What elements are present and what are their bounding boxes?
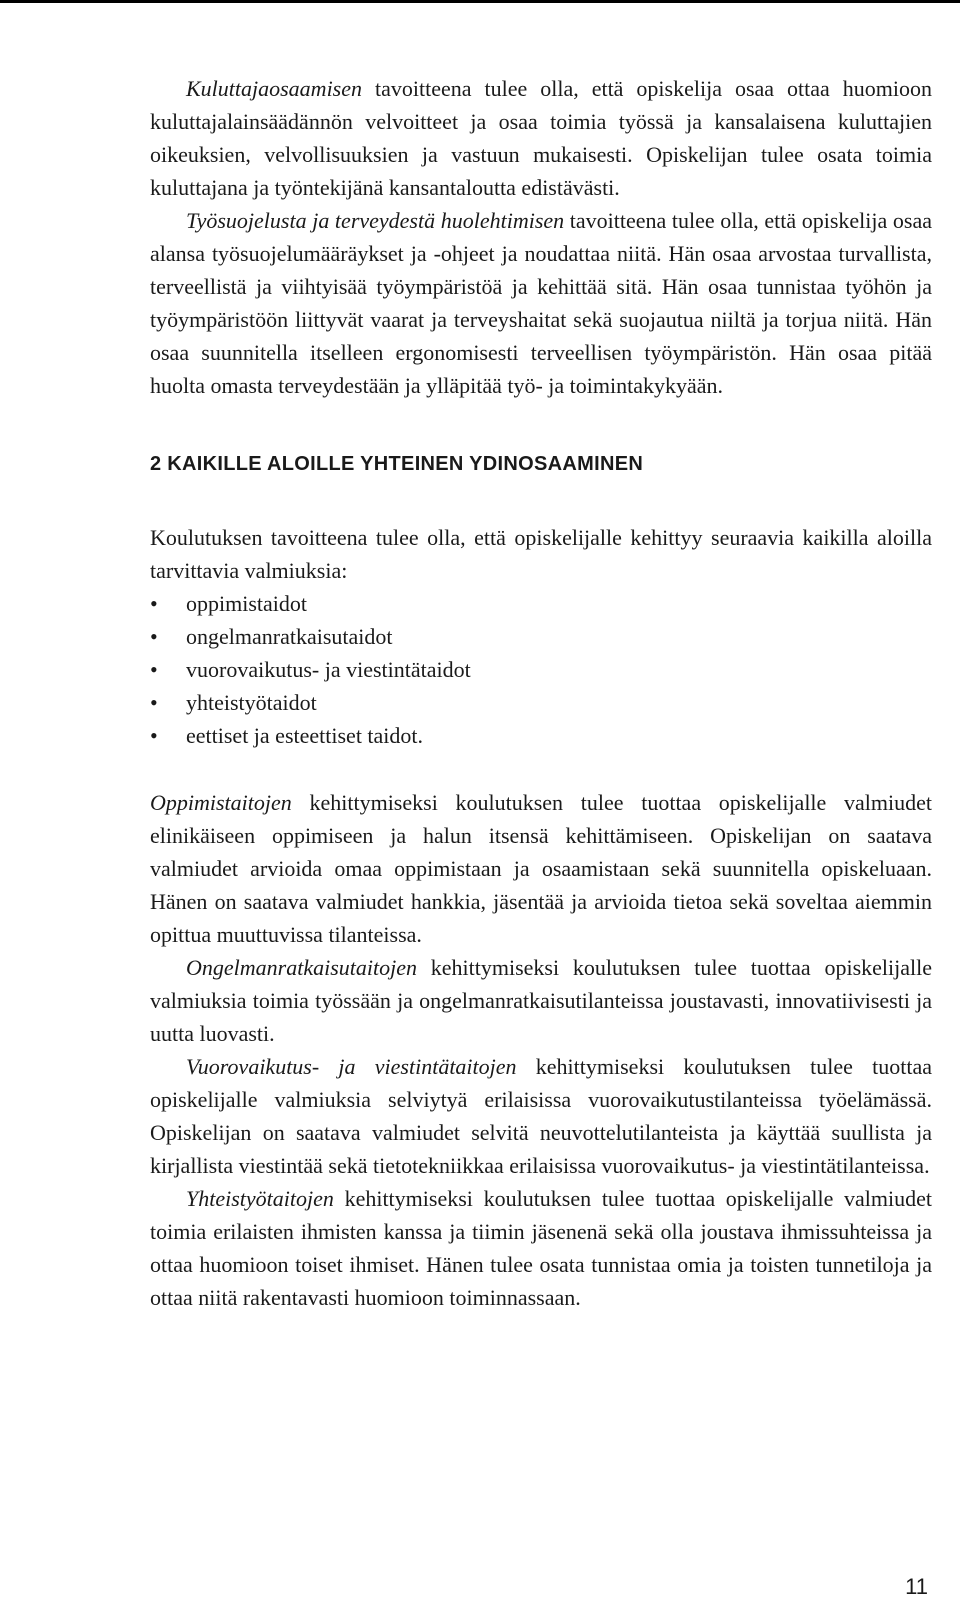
list-item-text: vuorovaikutus- ja viestintätaidot xyxy=(186,657,471,682)
spacer xyxy=(150,402,932,448)
paragraph-tyosuojelu xyxy=(150,204,932,402)
spacer xyxy=(150,481,932,521)
page-number: 11 xyxy=(905,1574,928,1599)
spacer xyxy=(150,752,932,786)
list-item-text: ongelmanratkaisutaidot xyxy=(186,624,393,649)
bullet-icon: • xyxy=(150,624,158,649)
paragraph-kuluttajaosaaminen xyxy=(150,72,932,204)
paragraph-text: kehittymiseksi koulutuksen tulee tuottaa opiskelijalle valmiuksia toimia työssään ja ongelmanratkaisutilanteissa joustavasti, innovatiivisesti ja uutta luovasti. xyxy=(150,955,932,1046)
paragraph-yhteistyo xyxy=(150,1182,932,1314)
section-heading: 2 KAIKILLE ALOILLE YHTEINEN YDINOSAAMINEN xyxy=(150,453,644,475)
emphasis-term: Kuluttajaosaamisen xyxy=(186,76,363,101)
paragraph-text: kehittymiseksi koulutuksen tulee tuottaa opiskelijalle valmiudet elinikäiseen oppimiseen ja halun itsensä kehittämiseen. Opiskelijan on saatava valmiudet arvioida omaa oppimistaan ja osaamistaan sekä suunnitella opiskeluaan. Hänen on saatava valmiudet hankkia, jäsentää ja arvioida tietoa sekä soveltaa aiemmin opittua muuttuvissa tilanteissa. xyxy=(150,790,932,947)
page-content xyxy=(150,72,932,1314)
emphasis-term: Yhteistyötaitojen xyxy=(186,1186,334,1211)
emphasis-term: Oppimistaitojen xyxy=(150,790,292,815)
paragraph-text: kehittymiseksi koulutuksen tulee tuottaa opiskelijalle valmiudet toimia erilaisten ihmisten kanssa ja tiimin jäsenenä sekä olla joustava ihmissuhteissa ja ottaa huomioon toiset ihmiset. Hänen tulee osata tunnistaa omia ja toisten tunnetiloja ja ottaa niitä rakentavasti huomioon toiminnassaan. xyxy=(150,1186,932,1310)
emphasis-term: Vuorovaikutus- ja viestintätaitojen xyxy=(186,1054,517,1079)
emphasis-term: Työsuojelusta ja terveydestä huolehtimisen xyxy=(186,208,565,233)
bullet-icon: • xyxy=(150,657,158,682)
skills-list xyxy=(150,587,932,752)
list-item xyxy=(150,620,932,653)
list-item xyxy=(150,686,932,719)
paragraph-text: tavoitteena tulee olla, että opiskelija osaa alansa työsuojelumääräykset ja -ohjeet ja noudattaa niitä. Hän osaa arvostaa turvallista, terveellistä ja viihtyisää työympäristöä ja kehittää sitä. Hän osaa tunnistaa työhön ja työympäristöön liittyvät vaarat ja terveyshaitat sekä suojautua niiltä ja torjua niitä. Hän osaa suunnitella itselleen ergonomisesti terveellisen työympäristön. Hän osaa pitää huolta omasta terveydestään ja ylläpitää työ- ja toimintakykyään. xyxy=(150,208,932,398)
paragraph-text: kehittymiseksi koulutuksen tulee tuottaa opiskelijalle valmiuksia selviytyä erilaisissa vuorovaikutustilanteissa työelämässä. Opiskelijan on saatava valmiudet selvitä neuvottelutilanteista ja käyttää suullista ja kirjallista viestintää sekä tietotekniikkaa erilaisissa vuorovaikutus- ja viestintätilanteissa. xyxy=(150,1054,933,1178)
list-item xyxy=(150,587,932,620)
list-item xyxy=(150,653,932,686)
top-rule xyxy=(0,0,960,3)
list-item-text: yhteistyötaidot xyxy=(186,690,317,715)
list-item-text: oppimistaidot xyxy=(186,591,307,616)
paragraph-oppimistaidot xyxy=(150,786,932,951)
bullet-icon: • xyxy=(150,690,158,715)
list-item xyxy=(150,719,932,752)
paragraph-intro: Koulutuksen tavoitteena tulee olla, että opiskelijalle kehittyy seuraavia kaikilla aloilla tarvittavia valmiuksia: xyxy=(150,525,932,583)
paragraph-text: tavoitteena tulee olla, että opiskelija osaa ottaa huomioon kuluttajalainsäädännön velvoitteet ja osaa toimia työssä ja kansalaisena kuluttajien oikeuksien, velvollisuuksien ja vastuun mukaisesti. Opiskelijan tulee osata toimia kuluttajana ja työntekijänä kansantaloutta edistävästi. xyxy=(150,76,932,200)
emphasis-term: Ongelmanratkaisutaitojen xyxy=(186,955,417,980)
bullet-icon: • xyxy=(150,591,158,616)
bullet-icon: • xyxy=(150,723,158,748)
paragraph-vuorovaikutus xyxy=(150,1050,932,1182)
list-item-text: eettiset ja esteettiset taidot. xyxy=(186,723,424,748)
paragraph-ongelmanratkaisu xyxy=(150,951,932,1050)
